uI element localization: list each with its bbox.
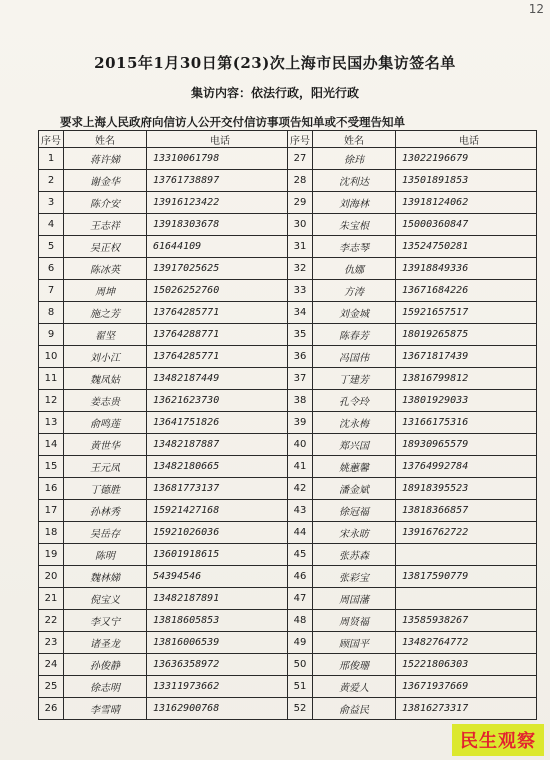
table-row [39, 588, 537, 610]
row-num: 16 [39, 478, 64, 500]
signer-phone: 15921657517 [396, 302, 537, 324]
signer-name: 翟坚 [64, 324, 147, 346]
row-num: 49 [288, 632, 313, 654]
signer-phone: 13761738897 [147, 170, 288, 192]
signer-phone: 13311973662 [147, 676, 288, 698]
table-row [39, 192, 537, 214]
table-row [39, 566, 537, 588]
table-row [39, 610, 537, 632]
signer-phone: 13916123422 [147, 192, 288, 214]
signer-name: 谢金华 [64, 170, 147, 192]
table-row [39, 478, 537, 500]
row-num: 20 [39, 566, 64, 588]
signer-phone: 13917025625 [147, 258, 288, 280]
signer-name: 宋永昉 [313, 522, 396, 544]
signer-name: 郑兴国 [313, 434, 396, 456]
table-row [39, 302, 537, 324]
signer-phone: 15221806303 [396, 654, 537, 676]
table-row [39, 412, 537, 434]
signer-phone: 61644109 [147, 236, 288, 258]
petition-demand: 要求上海人民政府向信访人公开交付信访事项告知单或不受理告知单 [60, 115, 405, 129]
row-num: 41 [288, 456, 313, 478]
signer-name: 李雪晴 [64, 698, 147, 720]
signer-name: 丁建芳 [313, 368, 396, 390]
signer-name: 刘海林 [313, 192, 396, 214]
document-title: 2015年1月30日第(23)次上海市民国办集访签名单 [94, 54, 456, 72]
signer-name: 徐志明 [64, 676, 147, 698]
signer-name: 李志琴 [313, 236, 396, 258]
header-name-left: 姓名 [64, 131, 147, 148]
table-row [39, 456, 537, 478]
row-num: 33 [288, 280, 313, 302]
signer-name: 俞鸣莲 [64, 412, 147, 434]
signer-phone: 13482187449 [147, 368, 288, 390]
signer-phone: 13681773137 [147, 478, 288, 500]
signer-name: 冯国伟 [313, 346, 396, 368]
row-num: 36 [288, 346, 313, 368]
signer-phone: 18918395523 [396, 478, 537, 500]
row-num: 48 [288, 610, 313, 632]
signer-name: 诸圣龙 [64, 632, 147, 654]
signer-phone: 13918303678 [147, 214, 288, 236]
row-num: 10 [39, 346, 64, 368]
row-num: 9 [39, 324, 64, 346]
row-num: 3 [39, 192, 64, 214]
row-num: 47 [288, 588, 313, 610]
header-row [39, 131, 537, 148]
table-row [39, 654, 537, 676]
row-num: 52 [288, 698, 313, 720]
signer-phone: 13818605853 [147, 610, 288, 632]
signer-phone: 13601918615 [147, 544, 288, 566]
row-num: 51 [288, 676, 313, 698]
signer-phone: 13585938267 [396, 610, 537, 632]
signer-phone: 15921026036 [147, 522, 288, 544]
signer-name: 孙俊静 [64, 654, 147, 676]
signer-name: 陈介安 [64, 192, 147, 214]
signer-phone: 13764288771 [147, 324, 288, 346]
signer-name: 陈春芳 [313, 324, 396, 346]
row-num: 34 [288, 302, 313, 324]
signer-name: 邢俊珊 [313, 654, 396, 676]
signer-phone: 13524750281 [396, 236, 537, 258]
signer-phone: 15026252760 [147, 280, 288, 302]
signer-name: 陈明 [64, 544, 147, 566]
signer-name: 姚蕙馨 [313, 456, 396, 478]
signer-name: 方涛 [313, 280, 396, 302]
signer-name: 王元凤 [64, 456, 147, 478]
signer-phone: 54394546 [147, 566, 288, 588]
signer-name: 俞益民 [313, 698, 396, 720]
signer-phone: 13482187891 [147, 588, 288, 610]
signer-phone: 13918849336 [396, 258, 537, 280]
signer-phone: 13671684226 [396, 280, 537, 302]
signer-phone: 13818366857 [396, 500, 537, 522]
signer-name: 魏凤姑 [64, 368, 147, 390]
row-num: 1 [39, 148, 64, 170]
row-num: 17 [39, 500, 64, 522]
signature-table [38, 130, 537, 720]
signer-name: 潘金斌 [313, 478, 396, 500]
signer-name: 仇娜 [313, 258, 396, 280]
signer-name: 丁德胜 [64, 478, 147, 500]
signer-phone: 13916762722 [396, 522, 537, 544]
row-num: 50 [288, 654, 313, 676]
signer-name: 陈冰英 [64, 258, 147, 280]
signer-name: 吴岳存 [64, 522, 147, 544]
table-row [39, 236, 537, 258]
row-num: 22 [39, 610, 64, 632]
row-num: 37 [288, 368, 313, 390]
signer-phone: 13482764772 [396, 632, 537, 654]
header-num-right: 序号 [288, 131, 313, 148]
signer-name: 魏林娣 [64, 566, 147, 588]
table-row [39, 544, 537, 566]
signer-phone: 15000360847 [396, 214, 537, 236]
signer-name: 徐冠福 [313, 500, 396, 522]
signer-name: 周坤 [64, 280, 147, 302]
signer-name: 周国藩 [313, 588, 396, 610]
signer-phone: 13501891853 [396, 170, 537, 192]
row-num: 31 [288, 236, 313, 258]
table-row [39, 214, 537, 236]
signer-phone: 13801929033 [396, 390, 537, 412]
table-row [39, 676, 537, 698]
signer-phone: 13636358972 [147, 654, 288, 676]
row-num: 40 [288, 434, 313, 456]
row-num: 42 [288, 478, 313, 500]
signer-phone: 13022196679 [396, 148, 537, 170]
row-num: 30 [288, 214, 313, 236]
table-row [39, 280, 537, 302]
row-num: 29 [288, 192, 313, 214]
table-row [39, 170, 537, 192]
signer-phone: 13816273317 [396, 698, 537, 720]
table-row [39, 632, 537, 654]
signer-name: 张彩宝 [313, 566, 396, 588]
row-num: 28 [288, 170, 313, 192]
signer-phone: 13764992784 [396, 456, 537, 478]
row-num: 5 [39, 236, 64, 258]
header-phone-left: 电话 [147, 131, 288, 148]
signer-phone: 13671937669 [396, 676, 537, 698]
row-num: 25 [39, 676, 64, 698]
row-num: 46 [288, 566, 313, 588]
signer-name: 刘小江 [64, 346, 147, 368]
signer-phone: 13764285771 [147, 302, 288, 324]
signer-phone: 18930965579 [396, 434, 537, 456]
row-num: 8 [39, 302, 64, 324]
signer-name: 施之芳 [64, 302, 147, 324]
row-num: 14 [39, 434, 64, 456]
signer-phone: 13310061798 [147, 148, 288, 170]
table-row [39, 258, 537, 280]
row-num: 11 [39, 368, 64, 390]
signer-phone: 18019265875 [396, 324, 537, 346]
row-num: 45 [288, 544, 313, 566]
table-row [39, 148, 537, 170]
signer-phone: 13641751826 [147, 412, 288, 434]
row-num: 2 [39, 170, 64, 192]
row-num: 26 [39, 698, 64, 720]
table-row [39, 522, 537, 544]
signer-name: 吴正权 [64, 236, 147, 258]
signer-phone: 13671817439 [396, 346, 537, 368]
watermark-logo: 民生观察 [452, 724, 544, 756]
row-num: 43 [288, 500, 313, 522]
signer-name: 顾国平 [313, 632, 396, 654]
signer-phone [396, 544, 537, 566]
row-num: 15 [39, 456, 64, 478]
signer-name: 刘金城 [313, 302, 396, 324]
signer-phone: 13621623730 [147, 390, 288, 412]
signer-name: 沈利达 [313, 170, 396, 192]
signer-phone: 13816006539 [147, 632, 288, 654]
row-num: 38 [288, 390, 313, 412]
row-num: 19 [39, 544, 64, 566]
row-num: 44 [288, 522, 313, 544]
corner-mark: 12 [528, 2, 544, 16]
table-row [39, 368, 537, 390]
signer-phone: 13166175316 [396, 412, 537, 434]
signer-phone: 13162900768 [147, 698, 288, 720]
row-num: 32 [288, 258, 313, 280]
row-num: 39 [288, 412, 313, 434]
signer-name: 周贤福 [313, 610, 396, 632]
signer-phone: 13817590779 [396, 566, 537, 588]
row-num: 35 [288, 324, 313, 346]
table-row [39, 324, 537, 346]
row-num: 27 [288, 148, 313, 170]
row-num: 4 [39, 214, 64, 236]
header-phone-right: 电话 [396, 131, 537, 148]
table-row [39, 434, 537, 456]
table-row [39, 500, 537, 522]
table-row [39, 346, 537, 368]
signer-phone [396, 588, 537, 610]
signer-name: 沈永梅 [313, 412, 396, 434]
signer-phone: 13816799812 [396, 368, 537, 390]
signer-name: 黄世华 [64, 434, 147, 456]
signer-name: 王志祥 [64, 214, 147, 236]
signer-name: 黄爱人 [313, 676, 396, 698]
row-num: 23 [39, 632, 64, 654]
row-num: 21 [39, 588, 64, 610]
table-row [39, 390, 537, 412]
signer-name: 孙林秀 [64, 500, 147, 522]
signer-phone: 13764285771 [147, 346, 288, 368]
row-num: 7 [39, 280, 64, 302]
signer-name: 倪宝义 [64, 588, 147, 610]
signer-name: 李又宁 [64, 610, 147, 632]
signer-phone: 13918124062 [396, 192, 537, 214]
row-num: 6 [39, 258, 64, 280]
signer-name: 张苏森 [313, 544, 396, 566]
signer-name: 孔令玲 [313, 390, 396, 412]
petition-content: 集访内容：依法行政，阳光行政 [190, 86, 359, 100]
row-num: 18 [39, 522, 64, 544]
table-row [39, 698, 537, 720]
row-num: 24 [39, 654, 64, 676]
header-name-right: 姓名 [313, 131, 396, 148]
row-num: 13 [39, 412, 64, 434]
row-num: 12 [39, 390, 64, 412]
signer-name: 姜志贵 [64, 390, 147, 412]
header-num-left: 序号 [39, 131, 64, 148]
signer-name: 徐玮 [313, 148, 396, 170]
signer-phone: 13482180665 [147, 456, 288, 478]
signer-phone: 13482187887 [147, 434, 288, 456]
signer-name: 朱宝根 [313, 214, 396, 236]
signer-phone: 15921427168 [147, 500, 288, 522]
signer-name: 蒋许娣 [64, 148, 147, 170]
